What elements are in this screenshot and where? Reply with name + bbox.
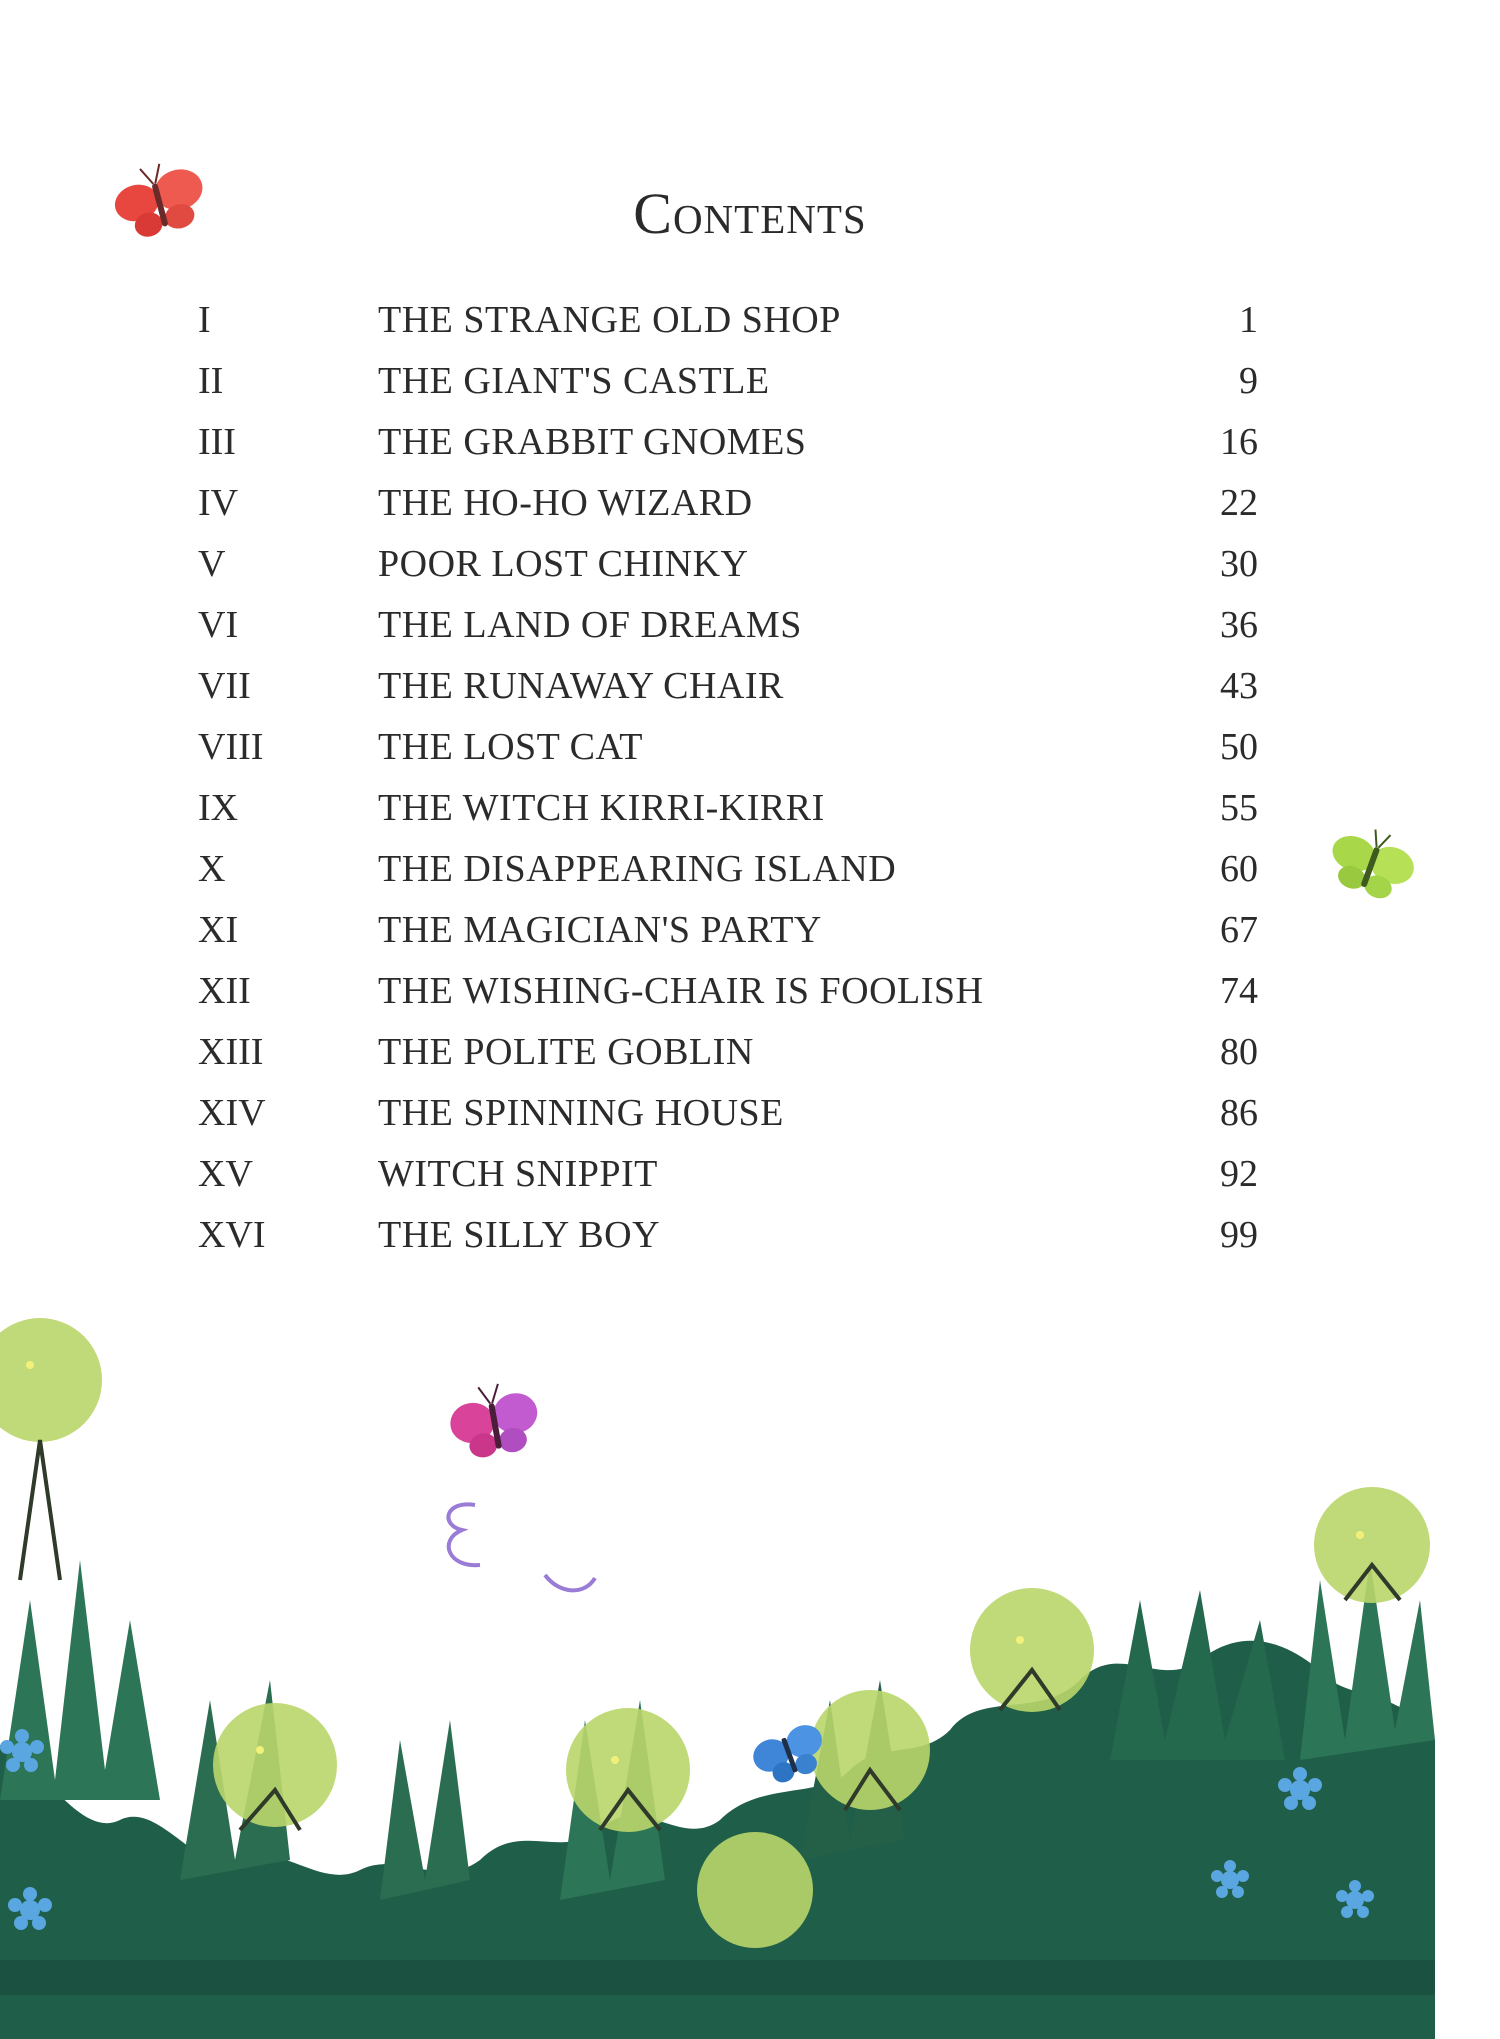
page-number: 22 <box>1220 482 1258 524</box>
chapter-number: XII <box>198 970 251 1012</box>
chapter-number: X <box>198 848 226 890</box>
chapter-number: XV <box>198 1153 253 1195</box>
chapter-number: XIV <box>198 1092 266 1134</box>
page-number: 86 <box>1220 1092 1258 1134</box>
chapter-number: VIII <box>198 726 264 768</box>
chapter-title[interactable]: THE SPINNING HOUSE <box>378 1092 784 1134</box>
page-number: 92 <box>1220 1153 1258 1195</box>
chapter-title[interactable]: POOR LOST CHINKY <box>378 543 749 585</box>
chapter-title[interactable]: THE LAND OF DREAMS <box>378 604 802 646</box>
chapter-title[interactable]: THE GIANT'S CASTLE <box>378 360 770 402</box>
chapter-title[interactable]: THE GRABBIT GNOMES <box>378 421 807 463</box>
grass-meadow <box>0 1560 1435 2039</box>
pink-butterfly-icon <box>445 1378 544 1462</box>
page-number: 9 <box>1239 360 1258 402</box>
chapter-number: XIII <box>198 1031 264 1073</box>
page-number: 60 <box>1220 848 1258 890</box>
page-number: 99 <box>1220 1214 1258 1256</box>
chapter-title[interactable]: THE SILLY BOY <box>378 1214 661 1256</box>
green-butterfly-icon <box>1322 818 1423 907</box>
page-number: 43 <box>1220 665 1258 707</box>
chapter-title[interactable]: THE POLITE GOBLIN <box>378 1031 754 1073</box>
page-number: 67 <box>1220 909 1258 951</box>
page-number: 50 <box>1220 726 1258 768</box>
page-number: 30 <box>1220 543 1258 585</box>
chapter-number: II <box>198 360 224 402</box>
page-title: Contents <box>633 181 867 246</box>
page-number: 16 <box>1220 421 1258 463</box>
page-number: 80 <box>1220 1031 1258 1073</box>
chapter-number: XVI <box>198 1214 266 1256</box>
page-number: 36 <box>1220 604 1258 646</box>
chapter-number: V <box>198 543 226 585</box>
chapter-title[interactable]: THE MAGICIAN'S PARTY <box>378 909 822 951</box>
chapter-title[interactable]: THE WISHING-CHAIR IS FOOLISH <box>378 970 984 1012</box>
chapter-title[interactable]: THE WITCH KIRRI-KIRRI <box>378 787 825 829</box>
chapter-number: III <box>198 421 236 463</box>
red-butterfly-icon <box>107 154 212 243</box>
flight-path-swirl <box>448 1504 595 1590</box>
chapter-number: VI <box>198 604 239 646</box>
chapter-title[interactable]: THE RUNAWAY CHAIR <box>378 665 784 707</box>
page-number: 74 <box>1220 970 1258 1012</box>
chapter-title[interactable]: THE HO-HO WIZARD <box>378 482 753 524</box>
chapter-number: IX <box>198 787 239 829</box>
page-number: 55 <box>1220 787 1258 829</box>
chapter-number: IV <box>198 482 239 524</box>
chapter-title[interactable]: THE LOST CAT <box>378 726 643 768</box>
page-number: 1 <box>1239 299 1258 341</box>
chapter-number: XI <box>198 909 239 951</box>
chapter-title[interactable]: THE DISAPPEARING ISLAND <box>378 848 897 890</box>
chapter-number: I <box>198 299 211 341</box>
chapter-title[interactable]: THE STRANGE OLD SHOP <box>378 299 841 341</box>
chapter-title[interactable]: WITCH SNIPPIT <box>378 1153 658 1195</box>
chapter-number: VII <box>198 665 251 707</box>
